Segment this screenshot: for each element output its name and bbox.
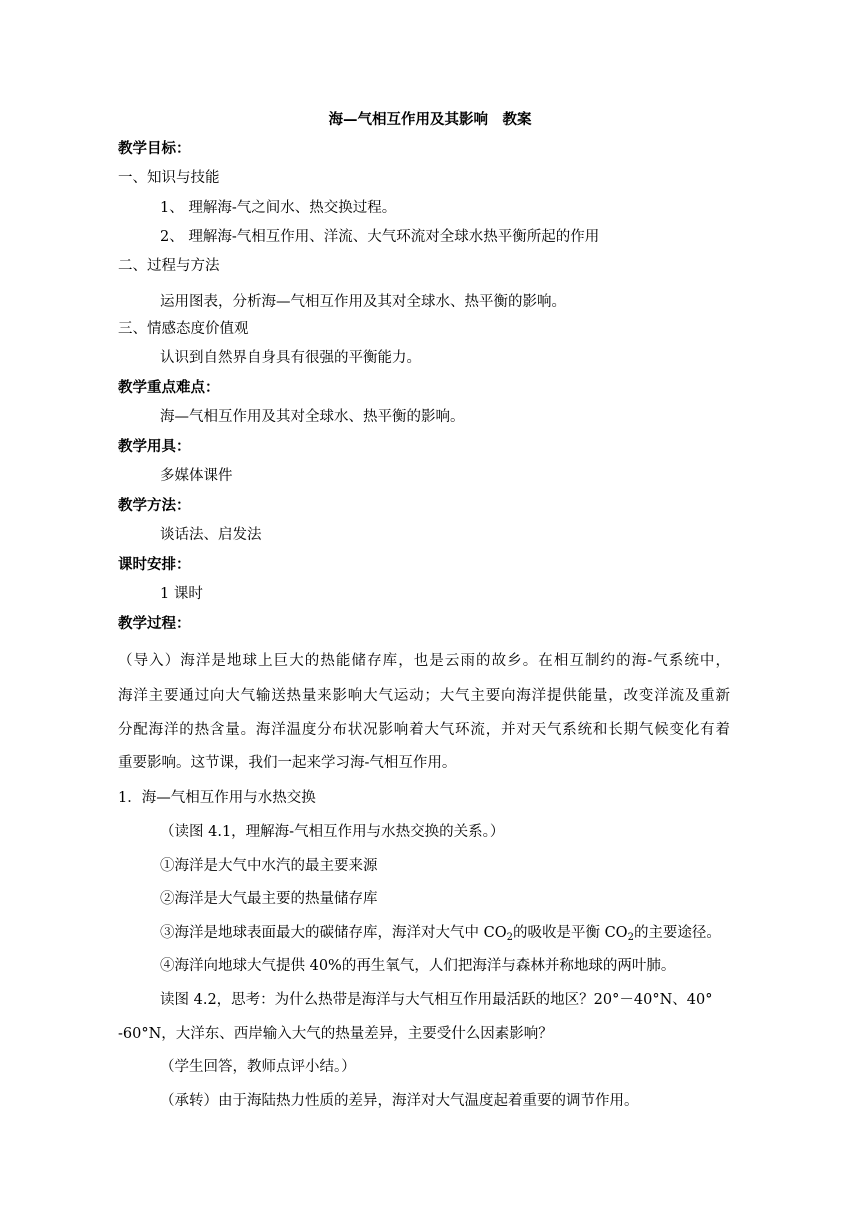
answer-note: （学生回答，教师点评小结。） — [160, 1059, 356, 1075]
point-4: ④海洋向地球大气提供 40%的再生氧气，人们把海洋与森林并称地球的两叶肺。 — [160, 958, 676, 974]
question-line-2: -60°N，大洋东、西岸输入大气的热量差异，主要受什么因素影响？ — [118, 1026, 553, 1042]
process-heading: 教学过程： — [118, 616, 191, 632]
section1-item2: 2、 理解海-气相互作用、洋流、大气环流对全球水热平衡所起的作用 — [160, 229, 600, 245]
keypoints-text: 海—气相互作用及其对全球水、热平衡的影响。 — [160, 409, 465, 425]
transition-text: （承转）由于海陆热力性质的差异，海洋对大气温度起着重要的调节作用。 — [160, 1093, 639, 1109]
part1-read-instruction: （读图 4.1，理解海-气相互作用与水热交换的关系。） — [160, 824, 505, 840]
point-3-subscript-1: 2 — [506, 932, 513, 943]
section3-heading: 三、情感态度价值观 — [118, 321, 249, 337]
intro-line-4: 重要影响。这节课，我们一起来学习海-气相互作用。 — [118, 755, 457, 771]
intro-line-2: 海洋主要通过向大气输送热量来影响大气运动；大气主要向海洋提供能量，改变洋流及重新 — [118, 688, 730, 704]
point-3-part-c: 的主要途径。 — [633, 925, 721, 941]
point-1: ①海洋是大气中水汽的最主要来源 — [160, 858, 378, 874]
question-line-1: 读图 4.2，思考：为什么热带是海洋与大气相互作用最活跃的地区？20°－40°N、40° — [160, 992, 713, 1008]
document-title: 海—气相互作用及其影响 教案 — [328, 112, 532, 128]
tools-text: 多媒体课件 — [160, 468, 233, 484]
part1-heading: 1．海—气相互作用与水热交换 — [118, 790, 316, 806]
point-3-part-b: 的吸收是平衡 CO — [512, 925, 628, 941]
keypoints-heading: 教学重点难点： — [118, 380, 220, 396]
point-3-part-a: ③海洋是地球表面最大的碳储存库，海洋对大气中 CO — [160, 925, 507, 941]
tools-heading: 教学用具： — [118, 439, 191, 455]
section2-heading: 二、过程与方法 — [118, 258, 220, 274]
schedule-text: 1 课时 — [160, 586, 203, 602]
section1-heading: 一、知识与技能 — [118, 170, 220, 186]
intro-line-1: （导入）海洋是地球上巨大的热能储存库，也是云雨的故乡。在相互制约的海-气系统中， — [118, 653, 730, 669]
schedule-heading: 课时安排： — [118, 557, 191, 573]
methods-text: 谈话法、启发法 — [160, 527, 262, 543]
section2-text: 运用图表，分析海—气相互作用及其对全球水、热平衡的影响。 — [160, 294, 566, 310]
methods-heading: 教学方法： — [118, 498, 191, 514]
section3-text: 认识到自然界自身具有很强的平衡能力。 — [160, 350, 421, 366]
objectives-heading: 教学目标： — [118, 141, 191, 157]
point-2: ②海洋是大气最主要的热量储存库 — [160, 891, 378, 907]
intro-line-3: 分配海洋的热含量。海洋温度分布状况影响着大气环流，并对天气系统和长期气候变化有着 — [118, 722, 730, 738]
point-3 — [160, 923, 721, 943]
section1-item1: 1、 理解海-气之间水、热交换过程。 — [160, 200, 397, 216]
point-3-subscript-2: 2 — [627, 932, 634, 943]
